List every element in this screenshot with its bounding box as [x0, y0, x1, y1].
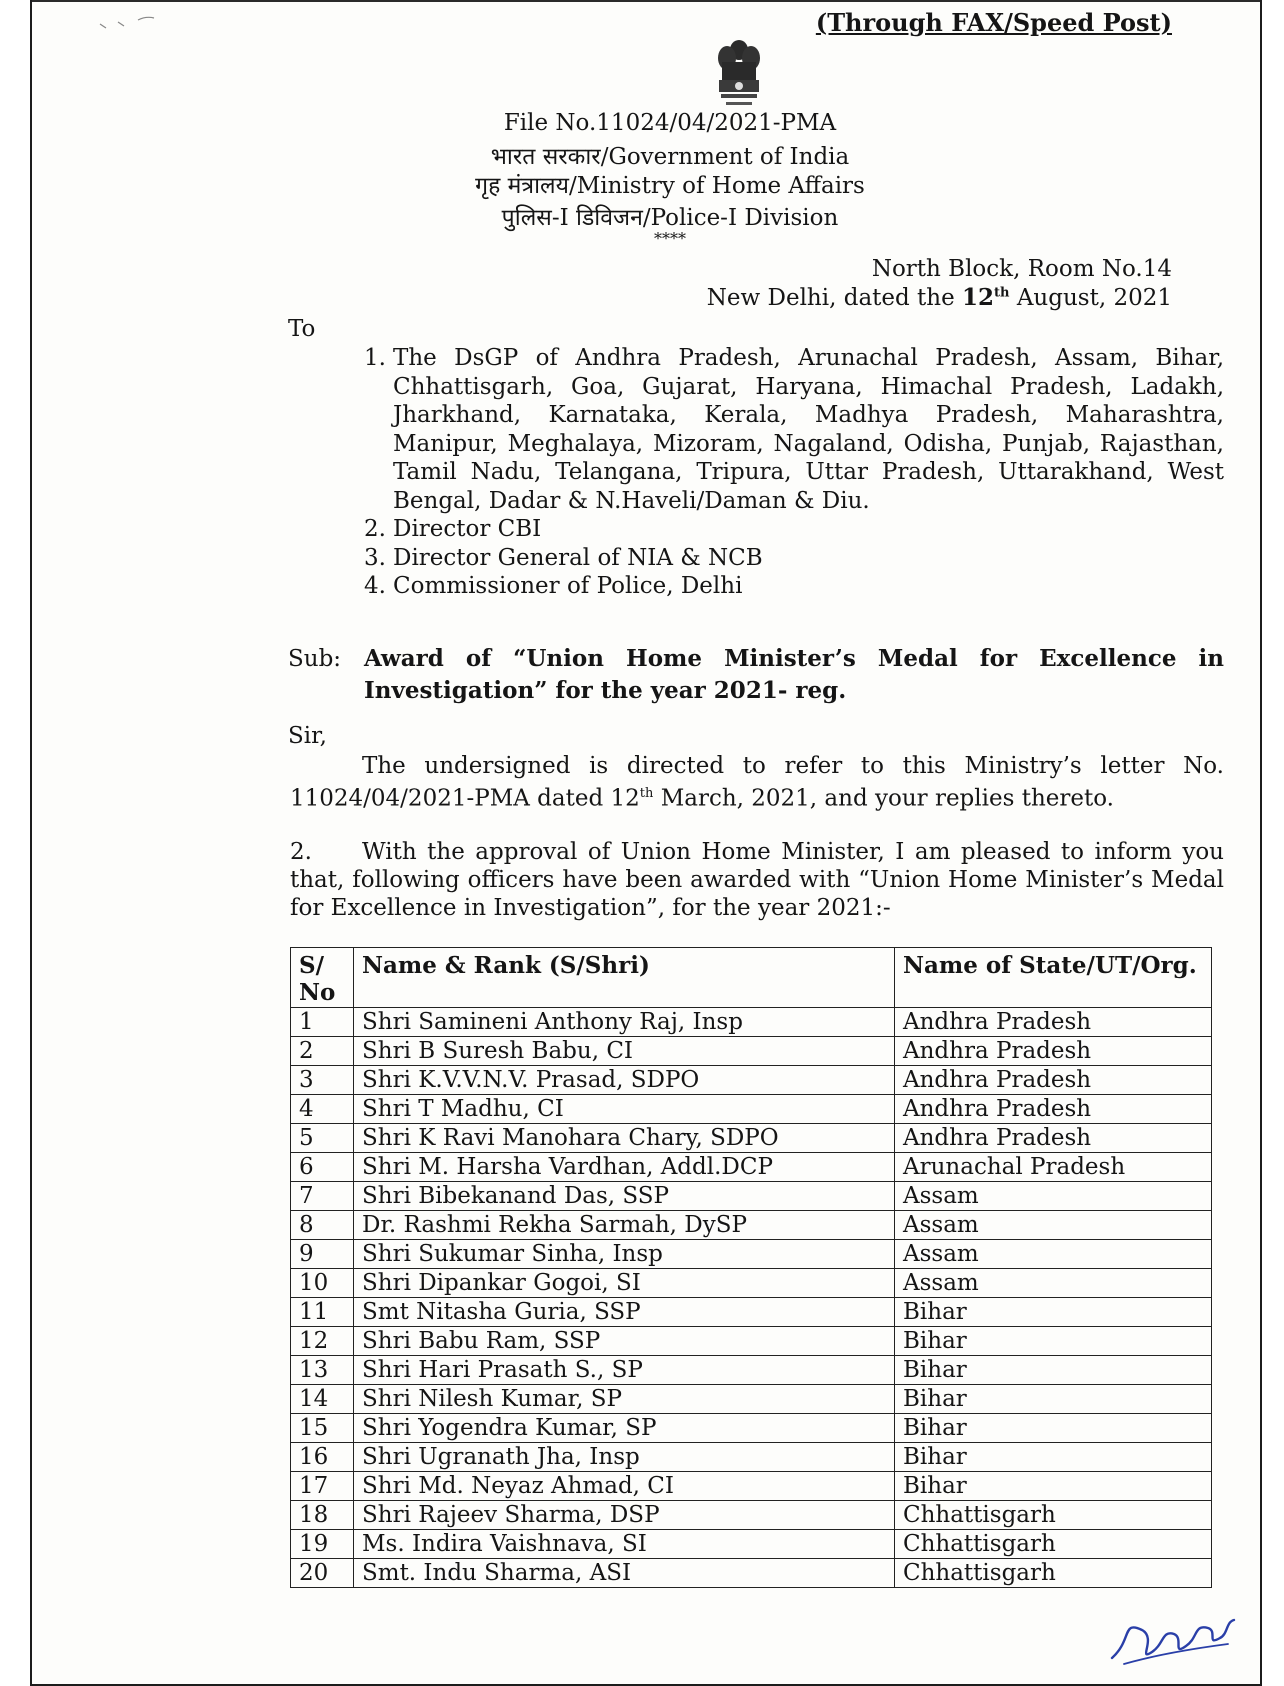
cell-state: Bihar — [895, 1443, 1212, 1472]
cell-state: Assam — [895, 1182, 1212, 1211]
subject-label: Sub: — [288, 646, 342, 672]
table-row — [291, 1501, 1212, 1530]
cell-state: Arunachal Pradesh — [895, 1153, 1212, 1182]
pen-mark-scribble — [98, 14, 168, 34]
cell-name-rank: Shri Yogendra Kumar, SP — [354, 1414, 895, 1443]
cell-sno: 11 — [291, 1298, 354, 1327]
table-row — [291, 1298, 1212, 1327]
cell-name-rank: Smt Nitasha Guria, SSP — [354, 1298, 895, 1327]
cell-name-rank: Shri Babu Ram, SSP — [354, 1327, 895, 1356]
cell-name-rank: Shri Md. Neyaz Ahmad, CI — [354, 1472, 895, 1501]
cell-sno: 17 — [291, 1472, 354, 1501]
subject-block — [288, 643, 1224, 707]
cell-state: Andhra Pradesh — [895, 1008, 1212, 1037]
awardees-table — [290, 947, 1212, 1588]
ministry-line: गृह मंत्रालय/Ministry of Home Affairs — [475, 173, 865, 199]
cell-sno: 6 — [291, 1153, 354, 1182]
cell-state: Bihar — [895, 1327, 1212, 1356]
addressee-item: 2. Director CBI — [364, 516, 542, 542]
signature-scribble — [1102, 1600, 1242, 1670]
to-label: To — [288, 316, 316, 342]
cell-sno: 4 — [291, 1095, 354, 1124]
table-header-row — [291, 948, 1212, 1008]
cell-state: Assam — [895, 1240, 1212, 1269]
paragraph-2: 2. With the approval of Union Home Minister, I am pleased to inform you that, following officers have been awarded with “Union Home Minister’s Medal for Excellence in Investigation”, for the year 2021:- — [290, 839, 1224, 921]
cell-name-rank: Shri Ugranath Jha, Insp — [354, 1443, 895, 1472]
cell-name-rank: Shri T Madhu, CI — [354, 1095, 895, 1124]
cell-sno: 10 — [291, 1269, 354, 1298]
cell-sno: 8 — [291, 1211, 354, 1240]
cell-name-rank: Shri Bibekanand Das, SSP — [354, 1182, 895, 1211]
cell-name-rank: Shri B Suresh Babu, CI — [354, 1037, 895, 1066]
table-row — [291, 1240, 1212, 1269]
cell-sno: 19 — [291, 1530, 354, 1559]
table-body — [291, 1008, 1212, 1588]
cell-state: Bihar — [895, 1298, 1212, 1327]
cell-state: Andhra Pradesh — [895, 1095, 1212, 1124]
salutation: Sir, — [288, 723, 327, 749]
cell-name-rank: Shri Dipankar Gogoi, SI — [354, 1269, 895, 1298]
separator-stars: **** — [654, 229, 686, 248]
delivery-note: (Through FAX/Speed Post) — [815, 8, 1172, 37]
cell-name-rank: Shri Sukumar Sinha, Insp — [354, 1240, 895, 1269]
cell-name-rank: Shri Nilesh Kumar, SP — [354, 1385, 895, 1414]
cell-name-rank: Shri Rajeev Sharma, DSP — [354, 1501, 895, 1530]
table-row — [291, 1269, 1212, 1298]
cell-sno: 2 — [291, 1037, 354, 1066]
letter-date: New Delhi, dated the 12th August, 2021 — [706, 284, 1172, 311]
table-row — [291, 1008, 1212, 1037]
addressee-item: 1. The DsGP of Andhra Pradesh, Arunachal Pradesh, Assam, Bihar, Chhattisgarh, Goa, Gujarat, Haryana, Himachal Pradesh, Ladakh, Jharkhand, Karnataka, Kerala, Madhya Pradesh, Maharashtra, Manipur, Meghalaya, Mizoram, Nagaland, Odisha, Punjab, Rajasthan, Tamil Nadu, Telangana, Tripura, Uttar Pradesh, Uttarakhand, West Bengal, Dadar & N.Haveli/Daman & Diu. — [364, 345, 1224, 514]
cell-name-rank: Shri M. Harsha Vardhan, Addl.DCP — [354, 1153, 895, 1182]
division-line: पुलिस-I डिविजन/Police-I Division — [501, 205, 839, 231]
cell-sno: 16 — [291, 1443, 354, 1472]
cell-name-rank: Shri K Ravi Manohara Chary, SDPO — [354, 1124, 895, 1153]
table-row — [291, 1530, 1212, 1559]
table-row — [291, 1356, 1212, 1385]
table-row — [291, 1066, 1212, 1095]
header-sno: S/ No — [291, 948, 354, 1008]
cell-sno: 15 — [291, 1414, 354, 1443]
table-row — [291, 1385, 1212, 1414]
table-row — [291, 1182, 1212, 1211]
cell-state: Andhra Pradesh — [895, 1124, 1212, 1153]
table-row — [291, 1153, 1212, 1182]
cell-sno: 3 — [291, 1066, 354, 1095]
cell-sno: 13 — [291, 1356, 354, 1385]
cell-name-rank: Dr. Rashmi Rekha Sarmah, DySP — [354, 1211, 895, 1240]
table-row — [291, 1472, 1212, 1501]
national-emblem-icon — [710, 36, 768, 112]
table-row — [291, 1124, 1212, 1153]
page-top-edge — [32, 0, 1260, 2]
table-row — [291, 1414, 1212, 1443]
subject-text: Award of “Union Home Minister’s Medal for Excellence in Investigation” for the year 2021- reg. — [364, 645, 1224, 704]
cell-name-rank: Shri Samineni Anthony Raj, Insp — [354, 1008, 895, 1037]
cell-state: Bihar — [895, 1356, 1212, 1385]
cell-state: Chhattisgarh — [895, 1530, 1212, 1559]
cell-state: Andhra Pradesh — [895, 1066, 1212, 1095]
document-page — [30, 0, 1262, 1686]
cell-name-rank: Ms. Indira Vaishnava, SI — [354, 1530, 895, 1559]
addressee-item: 4. Commissioner of Police, Delhi — [364, 573, 743, 599]
paragraph-1: The undersigned is directed to refer to this Ministry’s letter No. 11024/04/2021-PMA dated 12th March, 2021, and your replies thereto. — [290, 753, 1224, 812]
cell-sno: 18 — [291, 1501, 354, 1530]
cell-state: Andhra Pradesh — [895, 1037, 1212, 1066]
header-name-rank: Name & Rank (S/Shri) — [354, 948, 895, 1008]
cell-sno: 9 — [291, 1240, 354, 1269]
cell-name-rank: Shri K.V.V.N.V. Prasad, SDPO — [354, 1066, 895, 1095]
cell-sno: 5 — [291, 1124, 354, 1153]
addressee-list — [364, 344, 1224, 601]
table-row — [291, 1211, 1212, 1240]
cell-sno: 7 — [291, 1182, 354, 1211]
file-number: File No.11024/04/2021-PMA — [503, 110, 837, 136]
cell-sno: 20 — [291, 1559, 354, 1588]
cell-sno: 14 — [291, 1385, 354, 1414]
cell-state: Bihar — [895, 1472, 1212, 1501]
table-row — [291, 1443, 1212, 1472]
header-state: Name of State/UT/Org. — [895, 948, 1212, 1008]
table-row — [291, 1095, 1212, 1124]
addressee-item: 3. Director General of NIA & NCB — [364, 544, 763, 571]
cell-state: Bihar — [895, 1385, 1212, 1414]
table-row — [291, 1327, 1212, 1356]
cell-state: Chhattisgarh — [895, 1559, 1212, 1588]
table-row — [291, 1559, 1212, 1588]
cell-sno: 12 — [291, 1327, 354, 1356]
cell-name-rank: Shri Hari Prasath S., SP — [354, 1356, 895, 1385]
cell-state: Chhattisgarh — [895, 1501, 1212, 1530]
table-row — [291, 1037, 1212, 1066]
cell-sno: 1 — [291, 1008, 354, 1037]
cell-state: Bihar — [895, 1414, 1212, 1443]
cell-state: Assam — [895, 1211, 1212, 1240]
cell-name-rank: Smt. Indu Sharma, ASI — [354, 1559, 895, 1588]
government-line: भारत सरकार/Government of India — [490, 144, 850, 170]
cell-state: Assam — [895, 1269, 1212, 1298]
office-location: North Block, Room No.14 — [871, 256, 1172, 282]
